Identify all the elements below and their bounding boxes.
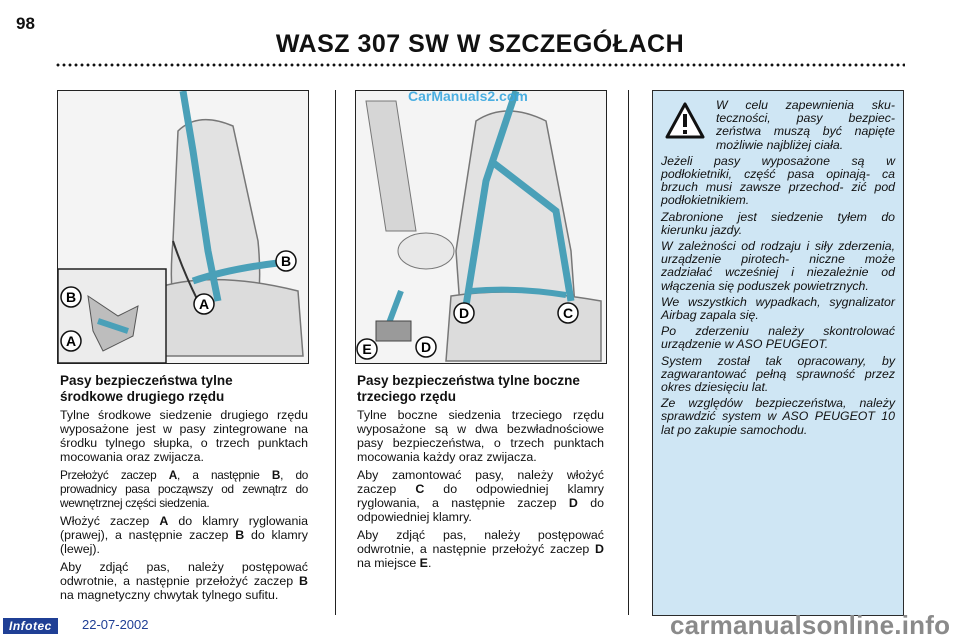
- label-B-big: B: [280, 253, 292, 269]
- label-A-inset: A: [65, 333, 77, 349]
- label-C-top: C: [562, 305, 574, 321]
- label-A-big: A: [198, 296, 210, 312]
- warning-paragraph-2: Jeżeli pasy wyposażone są w podłokietniki, część pasa opinają- ca brzuch musi zawsze przechod- zić pod podłokietnikiem.: [661, 153, 895, 208]
- watermark: CarManuals2.com: [408, 88, 528, 104]
- col2-heading: Pasy bezpieczeństwa tylne boczne trzeciego rzędu: [357, 373, 580, 404]
- footer-date: 22-07-2002: [82, 617, 149, 632]
- col1-heading: Pasy bezpieczeństwa tylne środkowe drugiego rzędu: [60, 373, 233, 404]
- warning-paragraph-7: System został tak opracowany, by zagwarantować pełną sprawność przez okres dziesięciu lat.: [661, 353, 895, 395]
- warning-paragraph-5: We wszystkich wypadkach, sygnalizator Airbag zapala się.: [661, 294, 895, 323]
- warning-paragraph-3: Zabronione jest siedzenie tyłem do kierunku jazdy.: [661, 209, 895, 237]
- col1-paragraph-1: Tylne środkowe siedzenie drugiego rzędu wyposażone jest w pasy zintegrowane na środku tylnego słupka, o trzech punktach mocowania oraz zwijacza.: [60, 408, 308, 464]
- col1-paragraph-3: Włożyć zaczep A do klamry ryglowania (prawej), a następnie zaczep B do klamry (lewej).: [60, 514, 308, 556]
- label-D-top: D: [458, 305, 470, 321]
- footer-site-watermark: carmanualsonline.info: [670, 610, 951, 640]
- warning-paragraph-1: W celu zapewnienia sku- teczności, pasy bezpiec- zeństwa muszą być napięte możliwie najbliżej ciała.: [716, 98, 895, 152]
- infotec-logo: Infotec: [3, 618, 58, 634]
- warning-paragraph-6: Po zderzeniu należy skontrolować urządzenie w ASO PEUGEOT.: [661, 324, 895, 352]
- column-divider-1: [335, 90, 336, 615]
- warning-paragraph-8: Ze względów bezpieczeństwa, należy sprawdzić system w ASO PEUGEOT 10 lat po zakupie samochodu.: [661, 396, 895, 437]
- page-title: WASZ 307 SW W SZCZEGÓŁACH: [275, 30, 685, 58]
- warning-text: [661, 99, 895, 440]
- col1-paragraph-2: Przełożyć zaczep A, a następnie B, do prowadnicy pasa począwszy od zewnątrz do wewnętrznej części siedzenia.: [60, 468, 308, 510]
- warning-paragraph-4: W zależności od rodzaju i siły zderzenia, urządzenie pirotech- niczne może zadziałać wcześniej i niezależnie od włączenia się poduszek powietrznych.: [661, 239, 895, 293]
- page-number: 98: [16, 14, 35, 33]
- col2-paragraph-2: Aby zamontować pasy, należy włożyć zaczep C do odpowiedniej klamry ryglowania, a następnie zaczep D do odpowiedniej klamry.: [357, 468, 604, 524]
- column-divider-2: [628, 90, 629, 615]
- label-D-bottom: D: [420, 339, 432, 355]
- dotted-divider: [55, 62, 905, 68]
- label-B-inset: B: [65, 289, 77, 305]
- col2-body: [357, 408, 604, 574]
- col1-paragraph-4: Aby zdjąć pas, należy postępować odwrotnie, a następnie przełożyć zaczep B na magnetyczny chwytak tylnego sufitu.: [60, 560, 308, 602]
- warning-box: [652, 90, 904, 616]
- col1-body: [60, 408, 308, 606]
- illustration-third-row-belts: [355, 90, 607, 364]
- col2-paragraph-3: Aby zdjąć pas, należy postępować odwrotnie, a następnie przełożyć zaczep D na miejsce E.: [357, 528, 604, 570]
- illustration-middle-seat-belt: [57, 90, 309, 364]
- label-E: E: [362, 341, 372, 357]
- col2-paragraph-1: Tylne boczne siedzenia trzeciego rzędu wyposażone są w dwa bezwładnościowe pasy bezpieczeństwa, o trzech punktach mocowania każdy oraz zwijacza.: [357, 408, 604, 464]
